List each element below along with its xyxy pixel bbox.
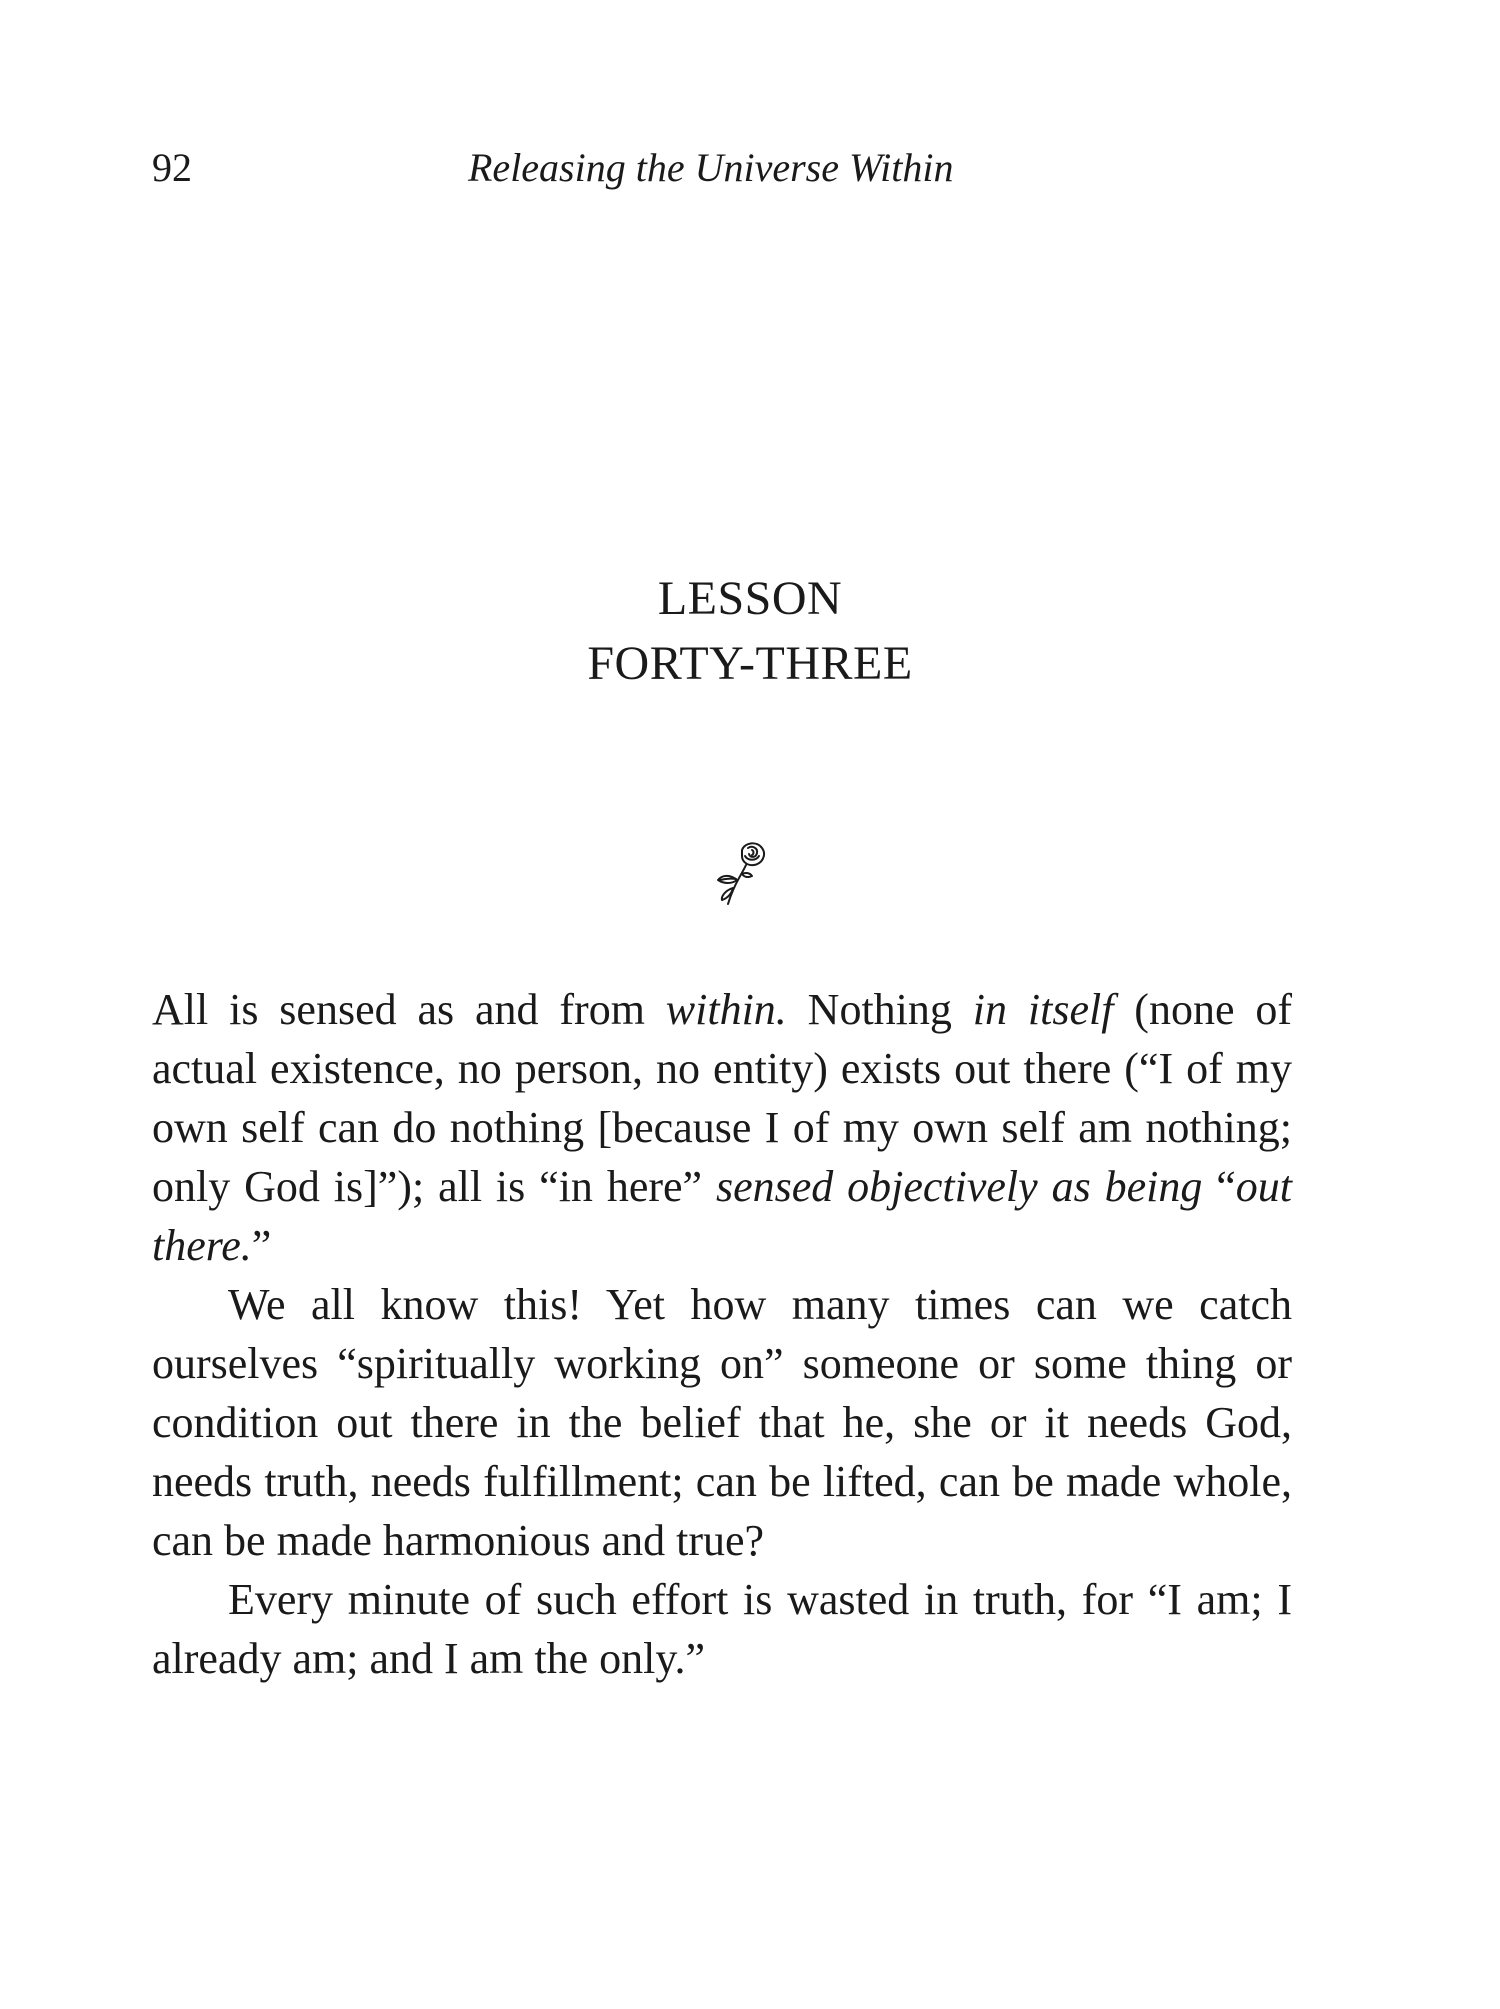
paragraph-1: [152, 980, 1292, 1275]
text-run: “: [1202, 1162, 1236, 1211]
text-run: ”: [251, 1221, 272, 1270]
lesson-heading-line-2: FORTY-THREE: [587, 637, 913, 690]
body-text: [152, 980, 1292, 1688]
text-run: Nothing: [786, 985, 973, 1034]
book-title: Releasing the Universe Within: [468, 145, 954, 190]
page-number: 92: [152, 145, 192, 190]
emphasis-text: within.: [665, 985, 787, 1034]
paragraph-3: Every minute of such effort is wasted in truth, for “I am; I already am; and I am the only.”: [152, 1575, 1292, 1683]
emphasis-text: out there.: [152, 1162, 1292, 1270]
lesson-heading-line-1: LESSON: [657, 572, 843, 625]
emphasis-text: sensed objectively as being: [715, 1162, 1203, 1211]
paragraph-2: We all know this! Yet how many times can we catch ourselves “spiritually working on” someone or some thing or condition out there in the belief that he, she or it needs God, needs truth, needs fulfillment; can be lifted, can be made whole, can be made harmonious and true?: [152, 1280, 1292, 1565]
lesson-heading: [0, 566, 1500, 696]
rose-icon: [712, 836, 770, 906]
text-run: (none of actual existence, no person, no entity) exists out there (“I of my own self can do nothing [because I of my own self am nothing; only God is]”); all is “in here”: [152, 985, 1292, 1211]
text-run: All is sensed as and from: [152, 985, 666, 1034]
emphasis-text: in itself: [972, 985, 1114, 1034]
running-head: [0, 143, 1500, 193]
